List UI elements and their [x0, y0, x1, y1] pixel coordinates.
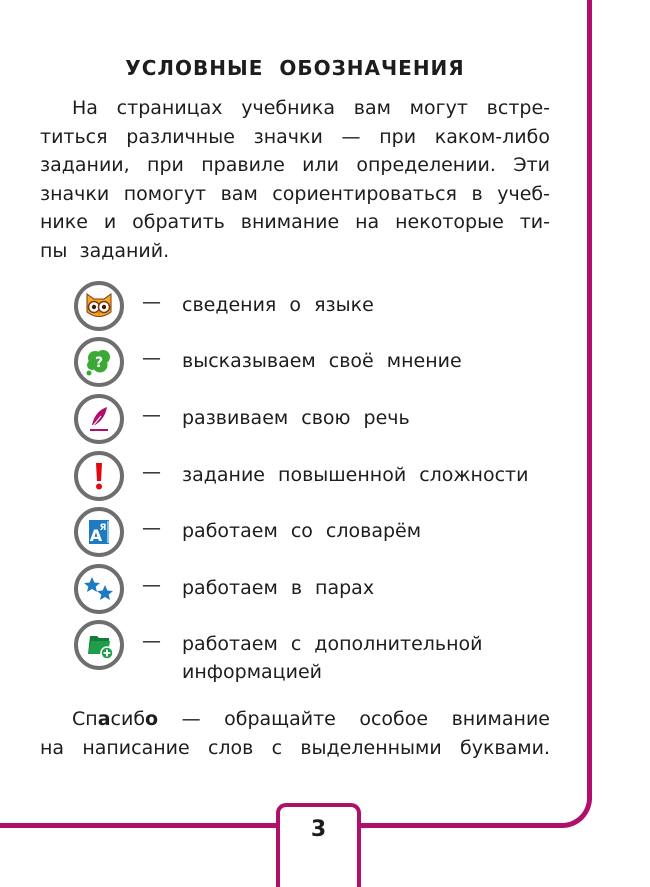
svg-text:A: A [89, 526, 103, 545]
legend-dash: — [142, 404, 161, 426]
legend-dash: — [142, 461, 161, 483]
legend-text-continued: информацией [182, 661, 322, 683]
page-frame-bottom-border-left [0, 823, 278, 828]
legend-text: работаем с дополнительной [182, 633, 483, 655]
feather-pen-icon [74, 394, 124, 444]
two-stars-icon [74, 564, 124, 614]
intro-line: титься различные значки — при каком-либо [40, 125, 550, 148]
intro-line: задании, при правиле или определении. Эти [40, 154, 550, 176]
page-number: 3 [310, 817, 327, 842]
page-frame-bottom-border-right [355, 823, 562, 828]
spelling-note-paragraph [40, 705, 550, 763]
folder-plus-icon [74, 620, 124, 670]
intro-line: нике и обратить внимание на некоторые ти- [40, 211, 550, 233]
highlighted-letter: о [145, 708, 159, 730]
legend-text: высказываем своё мнение [182, 350, 462, 372]
page-title: УСЛОВНЫЕ ОБОЗНАЧЕНИЯ [125, 56, 465, 80]
dictionary-icon [74, 507, 124, 557]
spelling-note-line-1: Спасибо — обращайте особое внимание [72, 708, 550, 730]
exclamation-icon [74, 451, 124, 501]
page-frame-right-border [587, 0, 592, 800]
legend-dash: — [142, 347, 161, 369]
question-cloud-icon [74, 337, 124, 387]
example-word: Спасибо [72, 708, 159, 730]
intro-line: пы заданий. [40, 239, 170, 262]
page-number-box [276, 803, 361, 887]
svg-text:Я: Я [99, 523, 107, 533]
intro-paragraph [40, 94, 550, 265]
svg-text:?: ? [94, 355, 104, 371]
legend-dash: — [142, 291, 161, 313]
intro-line: значки помогут вам сориентироваться в учеб- [40, 182, 550, 205]
legend-dash: — [142, 517, 161, 539]
legend-text: задание повышенной сложности [182, 464, 529, 486]
legend-text: развиваем свою речь [182, 407, 410, 429]
intro-line: На страницах учебника вам могут встре- [72, 97, 550, 119]
legend-text: работаем в парах [182, 577, 375, 599]
legend-text: сведения о языке [182, 294, 374, 316]
owl-icon [74, 281, 124, 331]
legend-dash: — [142, 630, 161, 652]
legend-text: работаем со словарём [182, 520, 422, 542]
spelling-note-line-2: на написание слов с выделенными буквами. [40, 737, 550, 759]
page-frame-corner [560, 796, 592, 828]
highlighted-letter: а [97, 708, 111, 730]
legend-dash: — [142, 574, 161, 596]
